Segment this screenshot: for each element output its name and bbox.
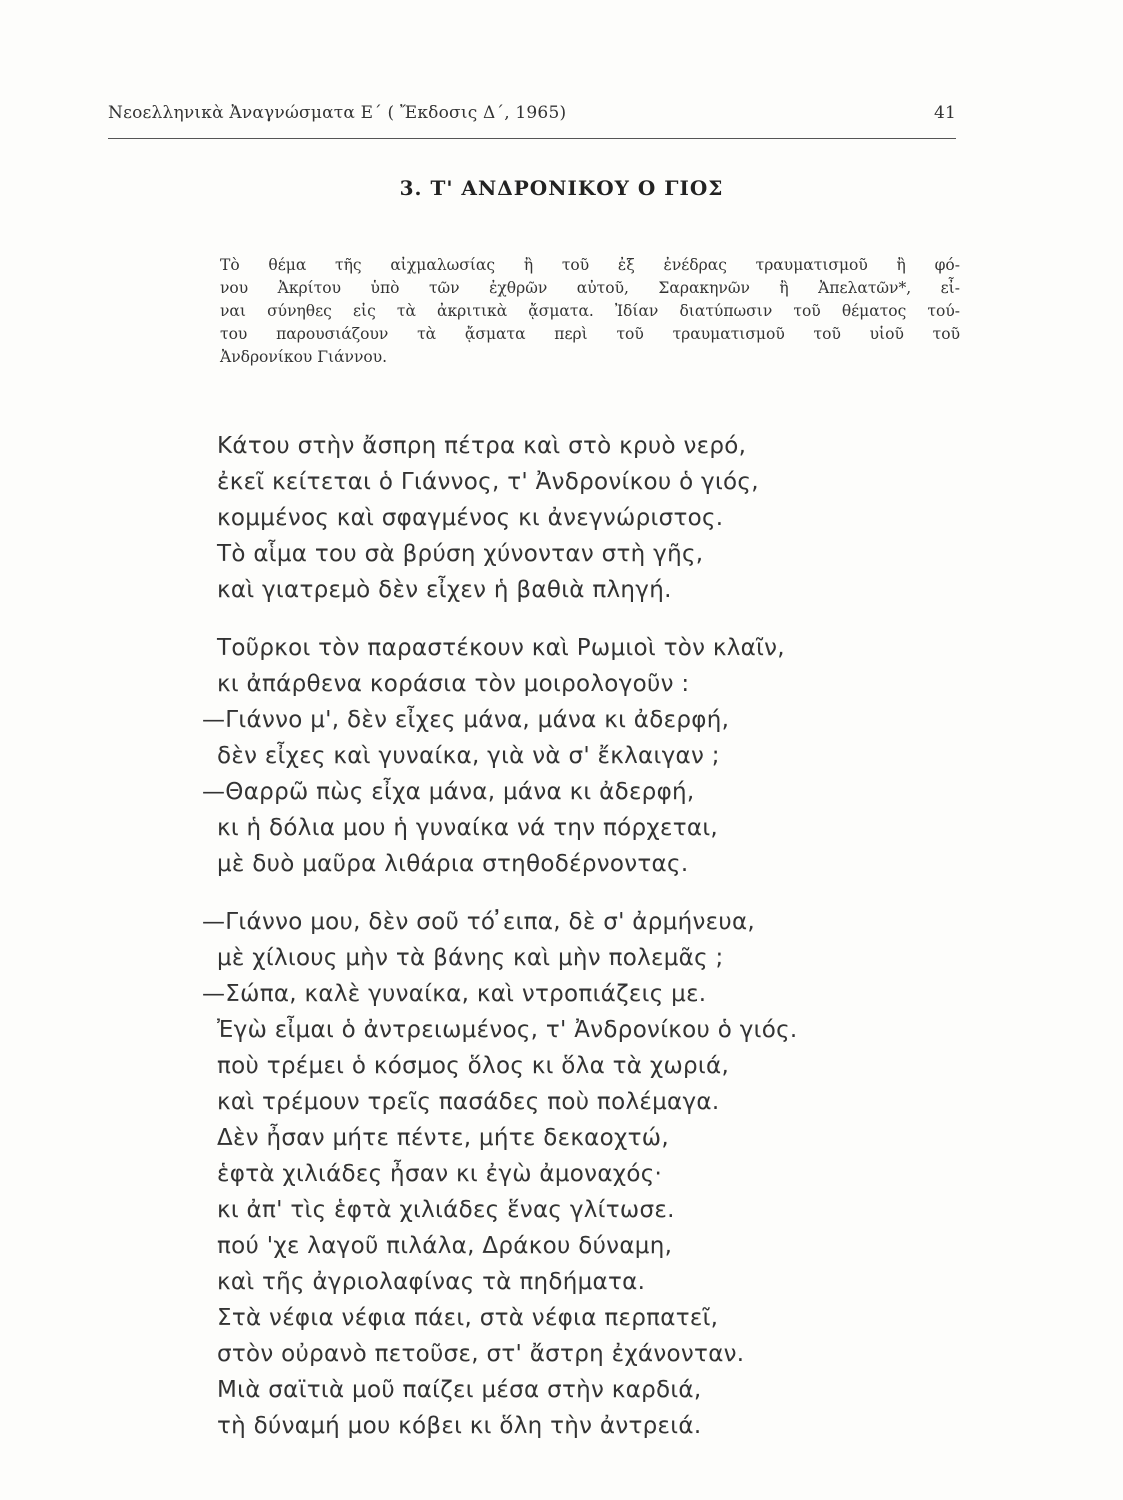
- verse-line: ποὺ τρέμει ὁ κόσμος ὅλος κι ὅλα τὰ χωριά,: [217, 1053, 730, 1079]
- verse-line: μὲ δυὸ μαῦρα λιθάρια στηθοδέρνοντας.: [217, 851, 689, 877]
- verse-line: στὸν οὐρανὸ πετοῦσε, στ' ἄστρη ἐχάνονταν.: [217, 1341, 745, 1367]
- verse-line: καὶ τρέμουν τρεῖς πασάδες ποὺ πολέμαγα.: [217, 1089, 720, 1115]
- verse-line: Ἐγὼ εἶμαι ὁ ἀντρειωμένος, τ' Ἀνδρονίκου ὁ γιός.: [217, 1017, 798, 1043]
- verse-line: Μιὰ σαϊτιὰ μοῦ παίζει μέσα στὴν καρδιά,: [217, 1377, 702, 1403]
- verse-line: πού 'χε λαγοῦ πιλάλα, Δράκου δύναμη,: [217, 1233, 673, 1259]
- intro-line: του παρουσιάζουν τὰ ᾄσματα περὶ τοῦ τραυματισμοῦ τοῦ υἱοῦ τοῦ: [220, 325, 960, 343]
- poem-title: 3. Τ' ΑΝΔΡΟΝΙΚΟΥ Ο ΓΙΟΣ: [399, 176, 724, 200]
- verse-line: Δὲν ἦσαν μήτε πέντε, μήτε δεκαοχτώ,: [217, 1125, 669, 1151]
- verse-line: τὴ δύναμή μου κόβει κι ὅλη τὴν ἀντρειά.: [217, 1413, 702, 1439]
- verse-line: Κάτου στὴν ἄσπρη πέτρα καὶ στὸ κρυὸ νερό,: [217, 433, 747, 459]
- intro-line: νου Ἀκρίτου ὑπὸ τῶν ἐχθρῶν αὐτοῦ, Σαρακηνῶν ἢ Ἀπελατῶν*, εἶ-: [220, 279, 960, 297]
- header-rule: [108, 138, 956, 139]
- verse-line: Τὸ αἷμα του σὰ βρύση χύνονταν στὴ γῆς,: [217, 541, 704, 567]
- verse-line: —Σώπα, καλὲ γυναίκα, καὶ ντροπιάζεις με.: [202, 981, 707, 1007]
- verse-line: ἑφτὰ χιλιάδες ἦσαν κι ἐγὼ ἀμοναχός·: [217, 1161, 663, 1187]
- verse-line: ἐκεῖ κείτεται ὁ Γιάννος, τ' Ἀνδρονίκου ὁ γιός,: [217, 469, 759, 495]
- intro-paragraph: [220, 254, 960, 369]
- intro-line: Τὸ θέμα τῆς αἰχμαλωσίας ἢ τοῦ ἐξ ἐνέδρας τραυματισμοῦ ἢ φό-: [220, 256, 960, 274]
- verse-line: καὶ γιατρεμὸ δὲν εἶχεν ἡ βαθιὰ πληγή.: [217, 577, 672, 603]
- verse-line: Τοῦρκοι τὸν παραστέκουν καὶ Ρωμιοὶ τὸν κλαῖν,: [217, 635, 785, 661]
- intro-line: Ἀνδρονίκου Γιάννου.: [220, 348, 388, 366]
- verse-line: κομμένος καὶ σφαγμένος κι ἀνεγνώριστος.: [217, 505, 724, 531]
- verse-line: κι ἀπ' τὶς ἑφτὰ χιλιάδες ἕνας γλίτωσε.: [217, 1197, 675, 1223]
- verse-line: —Γιάννο μ', δὲν εἶχες μάνα, μάνα κι ἀδερφή,: [202, 707, 730, 733]
- running-head: [108, 103, 956, 131]
- verse-line: δὲν εἶχες καὶ γυναίκα, γιὰ νὰ σ' ἔκλαιγαν ;: [217, 743, 720, 769]
- verse-line: —Γιάννο μου, δὲν σοῦ τό ̓ειπα, δὲ σ' ἀρμήνευα,: [202, 909, 756, 935]
- stanza-gap: [202, 882, 962, 904]
- stanza-gap: [202, 608, 962, 630]
- intro-line: ναι σύνηθες εἰς τὰ ἀκριτικὰ ᾄσματα. Ἰδίαν διατύπωσιν τοῦ θέματος τού-: [220, 302, 960, 320]
- verse-line: κι ἡ δόλια μου ἡ γυναίκα νά την πόρχεται,: [217, 815, 719, 841]
- stanza-1: [202, 428, 962, 608]
- verse-line: κι ἀπάρθενα κοράσια τὸν μοιρολογοῦν :: [217, 671, 690, 697]
- stanza-3: [202, 904, 962, 1444]
- page-number: 41: [933, 103, 956, 123]
- running-head-title: Νεοελληνικὰ Ἀναγνώσματα Ε΄ ( Ἔκδοσις Δ΄, 1965): [108, 103, 567, 123]
- stanza-2: [202, 630, 962, 882]
- verse-line: καὶ τῆς ἀγριολαφίνας τὰ πηδήματα.: [217, 1269, 646, 1295]
- verse-line: —Θαρρῶ πὼς εἶχα μάνα, μάνα κι ἀδερφή,: [202, 779, 695, 805]
- verse-line: Στὰ νέφια νέφια πάει, στὰ νέφια περπατεῖ,: [217, 1305, 719, 1331]
- verse-line: μὲ χίλιους μὴν τὰ βάνης καὶ μὴν πολεμᾶς ;: [217, 945, 724, 971]
- poem-body: [202, 428, 962, 1444]
